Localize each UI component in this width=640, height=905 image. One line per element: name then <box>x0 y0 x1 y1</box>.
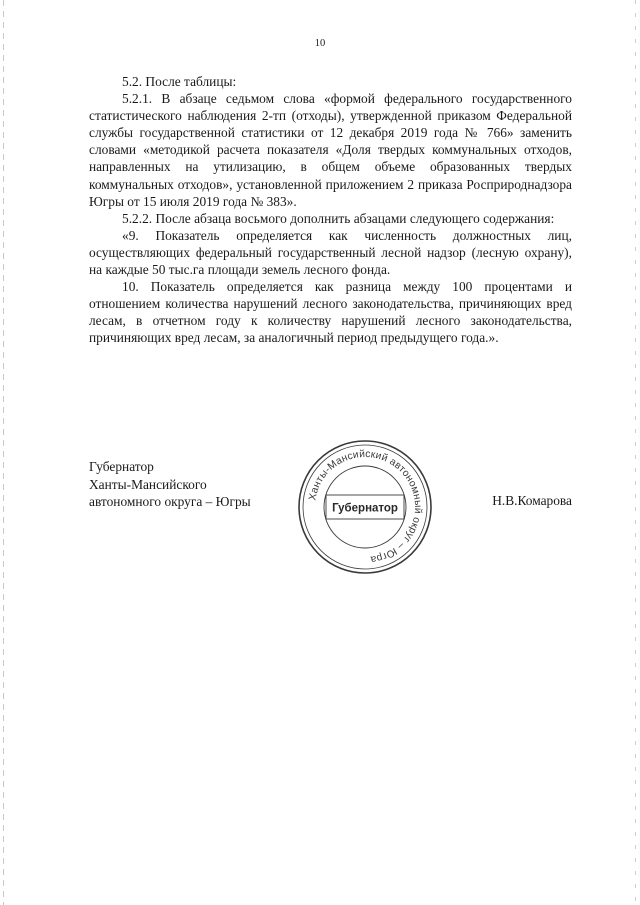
stamp-ring-text: Ханты-Мансийский автономный округ – Югра <box>307 448 424 565</box>
stamp-center-text: Губернатор <box>332 502 398 515</box>
paragraph-item-9: «9. Показатель определяется как численность должностных лиц, осуществляющих федеральный государственный лесной надзор (лесную охрану), на каждые 50 тыс.га площади земель лесного фонда. <box>89 227 572 278</box>
signatory-name: Н.В.Комарова <box>492 493 572 508</box>
scan-edge-right <box>635 0 636 905</box>
signatory-position-line: Ханты-Мансийского <box>89 476 207 492</box>
scan-edge-left <box>3 0 4 905</box>
signatory-position <box>89 458 251 511</box>
official-stamp <box>296 438 434 576</box>
signature-block <box>89 448 572 581</box>
document-body <box>89 73 572 347</box>
paragraph-5-2-2: 5.2.2. После абзаца восьмого дополнить абзацами следующего содержания: <box>122 210 555 226</box>
signatory-position-line: автономного округа – Югры <box>89 494 251 510</box>
signatory-position-line: Губернатор <box>89 459 154 474</box>
paragraph-item-10: 10. Показатель определяется как разница между 100 процентами и отношением количества нарушений лесного законодательства, причиняющих вред лесам, в отчетном году к количеству нарушений лесного законодательства, причиняющих вред лесам, за аналогичный период предыдущего года.». <box>89 279 572 346</box>
paragraph-5-2-1: 5.2.1. В абзаце седьмом слова «формой федерального государственного статистического наблюдения 2-тп (отходы), утвержденной приказом Федеральной службы государственной статистики от 12 декабря 2019 года № 766» заменить словами «методикой расчета показателя «Доля твердых коммунальных отходов, направленных на утилизацию, в общем объеме образованных твердых коммунальных отходов», установленной приложением 2 приказа Росприроднадзора Югры от 15 июля 2019 года № 383». <box>89 91 572 209</box>
page-number: 10 <box>314 38 326 49</box>
paragraph-5-2: 5.2. После таблицы: <box>122 74 237 89</box>
